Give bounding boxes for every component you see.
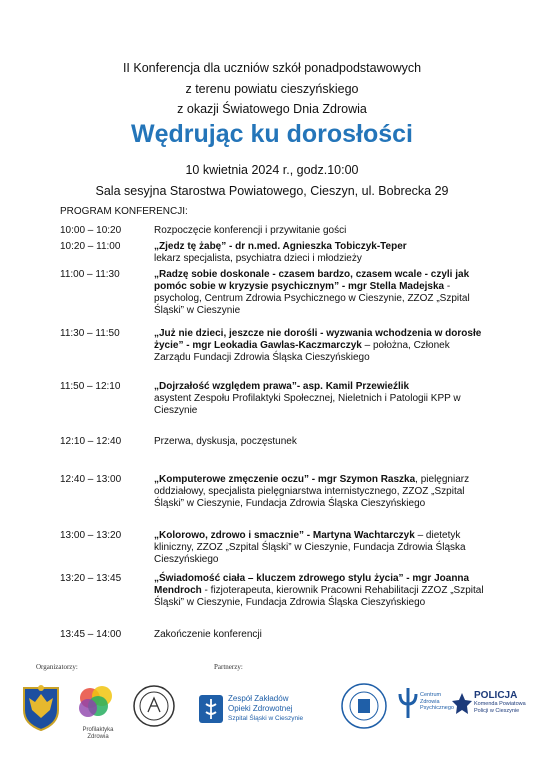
- program-text: – dietetyk kliniczny, ZZOZ „Szpital Śląski” w Cieszynie, Fundacja Zdrowia Śląska Cieszyńskiego: [154, 530, 466, 565]
- program-time: 11:00 – 11:30: [60, 269, 120, 280]
- organizers-label: Organizatorzy:: [36, 663, 78, 671]
- conference-title: Wędrując ku dorosłości: [130, 120, 413, 148]
- program-title: „Radzę sobie doskonale - czasem bardzo, czasem wcale - czyli jak pomóc sobie w kryzysie psychicznym” - mgr Stella Madejska: [154, 269, 470, 292]
- partners-label: Partnerzy:: [214, 663, 243, 671]
- program-time: 11:30 – 11:50: [60, 328, 120, 339]
- program-time: 10:20 – 11:00: [60, 241, 121, 252]
- program-title: „Dojrzałość względem prawa”- asp. Kamil Przewieźlik: [154, 381, 410, 392]
- program-text: Rozpoczęcie konferencji i przywitanie gości: [154, 225, 347, 236]
- program-time: 13:20 – 13:45: [60, 573, 122, 584]
- program-text: – położna, Członek Zarządu Fundacji Zdrowia Śląska Cieszyńskiego: [154, 340, 450, 363]
- program-title: „Już nie dzieci, jeszcze nie dorośli - wyzwania wchodzenia w dorosłe życie” - mgr Leokadia Gawlas-Kaczmarczyk: [154, 328, 482, 351]
- centrum-zdrowia-psychicznego-logo: Centrum Zdrowia Psychicznego: [396, 686, 456, 730]
- program-title: „Komputerowe zmęczenie oczu” - mgr Szymon Raszka: [154, 474, 416, 485]
- program-text: Przerwa, dyskusja, poczęstunek: [154, 436, 297, 447]
- program-text: - fizjoterapeuta, kierownik Pracowni Rehabilitacji ZZOZ „Szpital Śląski” w Cieszynie, Fundacja Zdrowia Śląska Cieszyńskiego: [154, 585, 484, 608]
- header-line-3: z okazji Światowego Dnia Zdrowia: [177, 102, 367, 116]
- zzoz-szpital-slaski-logo: Zespół Zakładów Opieki Zdrowotnej Szpital Śląski w Cieszynie: [198, 694, 338, 730]
- fundacja-zdrowia-seal-logo: [340, 682, 388, 730]
- program-label: PROGRAM KONFERENCJI:: [60, 206, 188, 217]
- program-desc: [154, 474, 484, 510]
- program-time: 11:50 – 12:10: [60, 381, 121, 392]
- program-text: asystent Zespołu Profilaktyki Społecznej, Nieletnich i Patologii KPP w Cieszynie: [154, 393, 461, 416]
- program-desc: [154, 328, 484, 364]
- program-desc: [154, 530, 484, 566]
- program-desc: [154, 241, 484, 265]
- program-time: 13:45 – 14:00: [60, 629, 122, 640]
- association-seal-logo: [132, 684, 176, 728]
- policja-logo: POLICJA Komenda Powiatowa Policji w Cieszynie: [452, 690, 540, 726]
- program-desc: [154, 573, 484, 609]
- program-time: 13:00 – 13:20: [60, 530, 122, 541]
- program-title: „Zjedz tę żabę” - dr n.med. Agnieszka Tobiczyk-Teper: [154, 241, 407, 252]
- program-text: - psycholog, Centrum Zdrowia Psychicznego w Cieszynie, ZZOZ „Szpital Śląski” w Cieszynie: [154, 281, 470, 316]
- program-time: 12:10 – 12:40: [60, 436, 122, 447]
- program-text: , pielęgniarz oddziałowy, specjalista pielęgniarstwa internistycznego, ZZOZ „Szpital Śląski” w Cieszynie, Fundacja Zdrowia Śląska Cieszyńskiego: [154, 474, 470, 509]
- program-desc: [154, 269, 484, 317]
- program-text: lekarz specjalista, psychiatra dzieci i młodzieży: [154, 253, 362, 264]
- county-coat-of-arms-logo: [20, 682, 62, 732]
- profilaktyka-zdrowia-logo: Profilaktyka Zdrowia: [72, 684, 124, 734]
- program-time: 10:00 – 10:20: [60, 225, 122, 236]
- program-title: „Kolorowo, zdrowo i smacznie” - Martyna Wachtarczyk: [154, 530, 415, 541]
- header-line-1: II Konferencja dla uczniów szkół ponadpodstawowych: [122, 61, 422, 75]
- program-time: 12:40 – 13:00: [60, 474, 122, 485]
- program-text: Zakończenie konferencji: [154, 629, 262, 640]
- program-desc: [154, 381, 484, 417]
- header-line-2: z terenu powiatu cieszyńskiego: [185, 82, 359, 96]
- conference-venue: Sala sesyjna Starostwa Powiatowego, Cieszyn, ul. Bobrecka 29: [95, 184, 449, 198]
- conference-date: 10 kwietnia 2024 r., godz.10:00: [185, 163, 359, 177]
- program-title: „Świadomość ciała – kluczem zdrowego stylu życia” - mgr Joanna Mendroch: [154, 573, 470, 596]
